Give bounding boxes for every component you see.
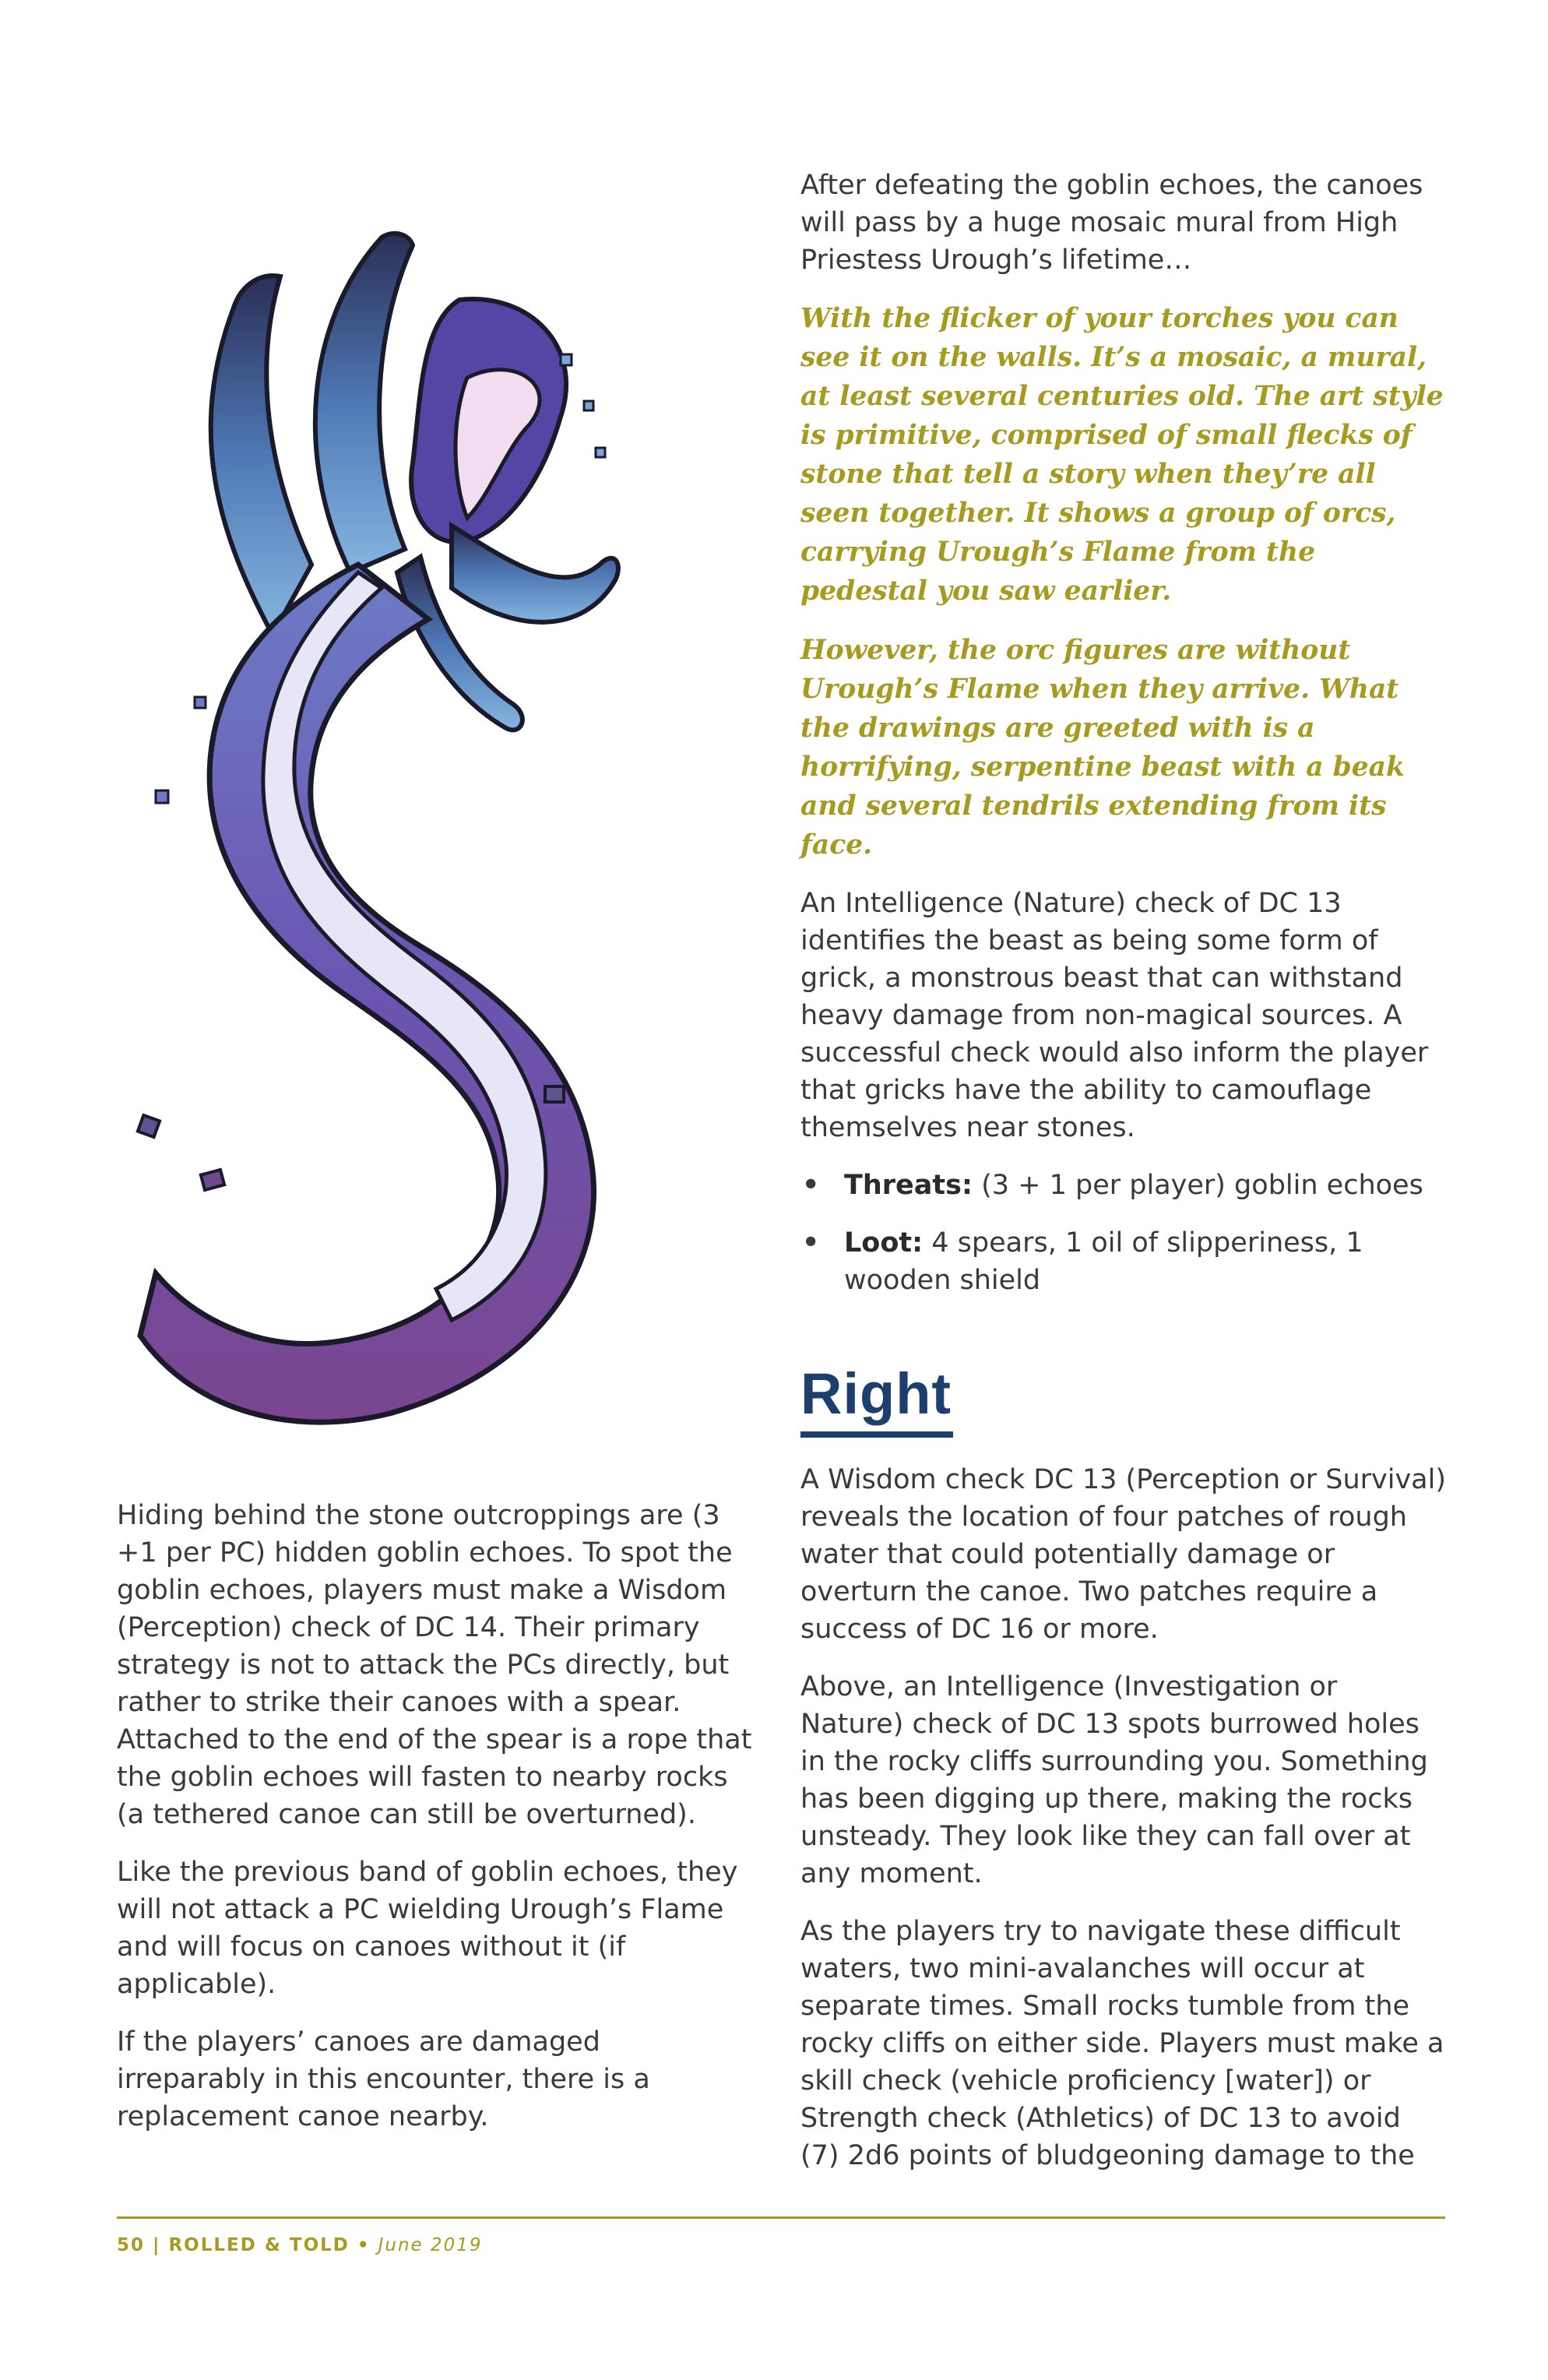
footer-rule: [117, 2216, 1445, 2219]
section-heading: Right: [800, 1361, 952, 1426]
bullet-icon: •: [802, 1170, 820, 1201]
read-aloud-paragraph: However, the orc figures are without Urough’s Flame when they arrive. What the drawings are greeted with is a horrifying, serpentine beast with a beak and several tendrils extending from its face.: [800, 635, 1405, 861]
footer-dot: •: [349, 2235, 378, 2255]
page-footer: [117, 2235, 483, 2255]
intro-paragraph: After defeating the goblin echoes, the canoes will pass by a huge mosaic mural from High Priestess Urough’s lifetime…: [800, 170, 1423, 276]
avalanche-paragraph: As the players try to navigate these difficult waters, two mini-avalanches will occur at separate times. Small rocks tumble from the rocky cliffs on either side. Players must make a skill check (vehicle proficiency [water]) or Strength check (Athletics) of DC 13 to avoid (7) 2d6 points of bludgeoning damage to the: [800, 1916, 1444, 2171]
page-number: 50: [117, 2235, 146, 2255]
bullet-icon: •: [802, 1227, 820, 1259]
list-item-loot: [800, 1224, 1447, 1299]
heading-underline: [800, 1431, 953, 1438]
grick-illustration: [125, 199, 716, 1445]
list-text: (3 + 1 per player) goblin echoes: [972, 1170, 1423, 1201]
list-label: Loot:: [844, 1227, 924, 1259]
encounter-list: [800, 1167, 1447, 1299]
list-label: Threats:: [844, 1170, 973, 1201]
tentacle-left: [211, 276, 311, 635]
goblin-echoes-paragraph: Hiding behind the stone outcroppings are (3 +1 per PC) hidden goblin echoes. To spot the goblin echoes, players must make a Wisdom (Perception) check of DC 14. Their primary strategy is not to attack the PCs directly, but rather to strike their canoes with a spear. Attached to the end of the spear is a rope that the goblin echoes will fasten to nearby rocks (a tethered canoe can still be overturned).: [117, 1500, 752, 1830]
list-text: 4 spears, 1 oil of slipperiness, 1 wooden shield: [844, 1227, 1363, 1296]
grick-body: [140, 565, 594, 1422]
flame-paragraph: Like the previous band of goblin echoes, they will not attack a PC wielding Urough’s Flame and will focus on canoes without it (if applicable).: [117, 1857, 738, 2000]
tentacle-right: [452, 526, 618, 622]
footer-separator: |: [145, 2235, 169, 2255]
nature-check-paragraph: An Intelligence (Nature) check of DC 13 identifies the beast as being some form of grick, a monstrous beast that can withstand heavy damage from non-magical sources. A successful check would also inform the player that gricks have the ability to camouflage themselves near stones.: [800, 888, 1429, 1143]
issue-date: June 2019: [378, 2235, 483, 2255]
investigation-paragraph: Above, an Intelligence (Investigation or Nature) check of DC 13 spots burrowed holes in the rocky cliffs surrounding you. Something has been digging up there, making the rocks unsteady. They look like they can fall over at any moment.: [800, 1671, 1428, 1889]
list-item-threats: [800, 1167, 1447, 1204]
read-aloud-paragraph: With the flicker of your torches you can see it on the walls. It’s a mosaic, a mural, at least several centuries old. The art style is primitive, comprised of small flecks of stone that tell a story when they’re all seen together. It shows a group of orcs, carrying Urough’s Flame from the pedestal you saw earlier.: [800, 303, 1444, 607]
tentacle-center: [315, 234, 413, 572]
magazine-title: ROLLED & TOLD: [168, 2235, 350, 2255]
left-column: [117, 1497, 755, 2156]
replacement-canoe-paragraph: If the players’ canoes are damaged irreparably in this encounter, there is a replacement canoe nearby.: [117, 2026, 650, 2132]
wisdom-check-paragraph: A Wisdom check DC 13 (Perception or Survival) reveals the location of four patches of rough water that could potentially damage or overturn the canoe. Two patches require a success of DC 16 or more.: [800, 1464, 1447, 1645]
right-column: [800, 167, 1447, 2195]
